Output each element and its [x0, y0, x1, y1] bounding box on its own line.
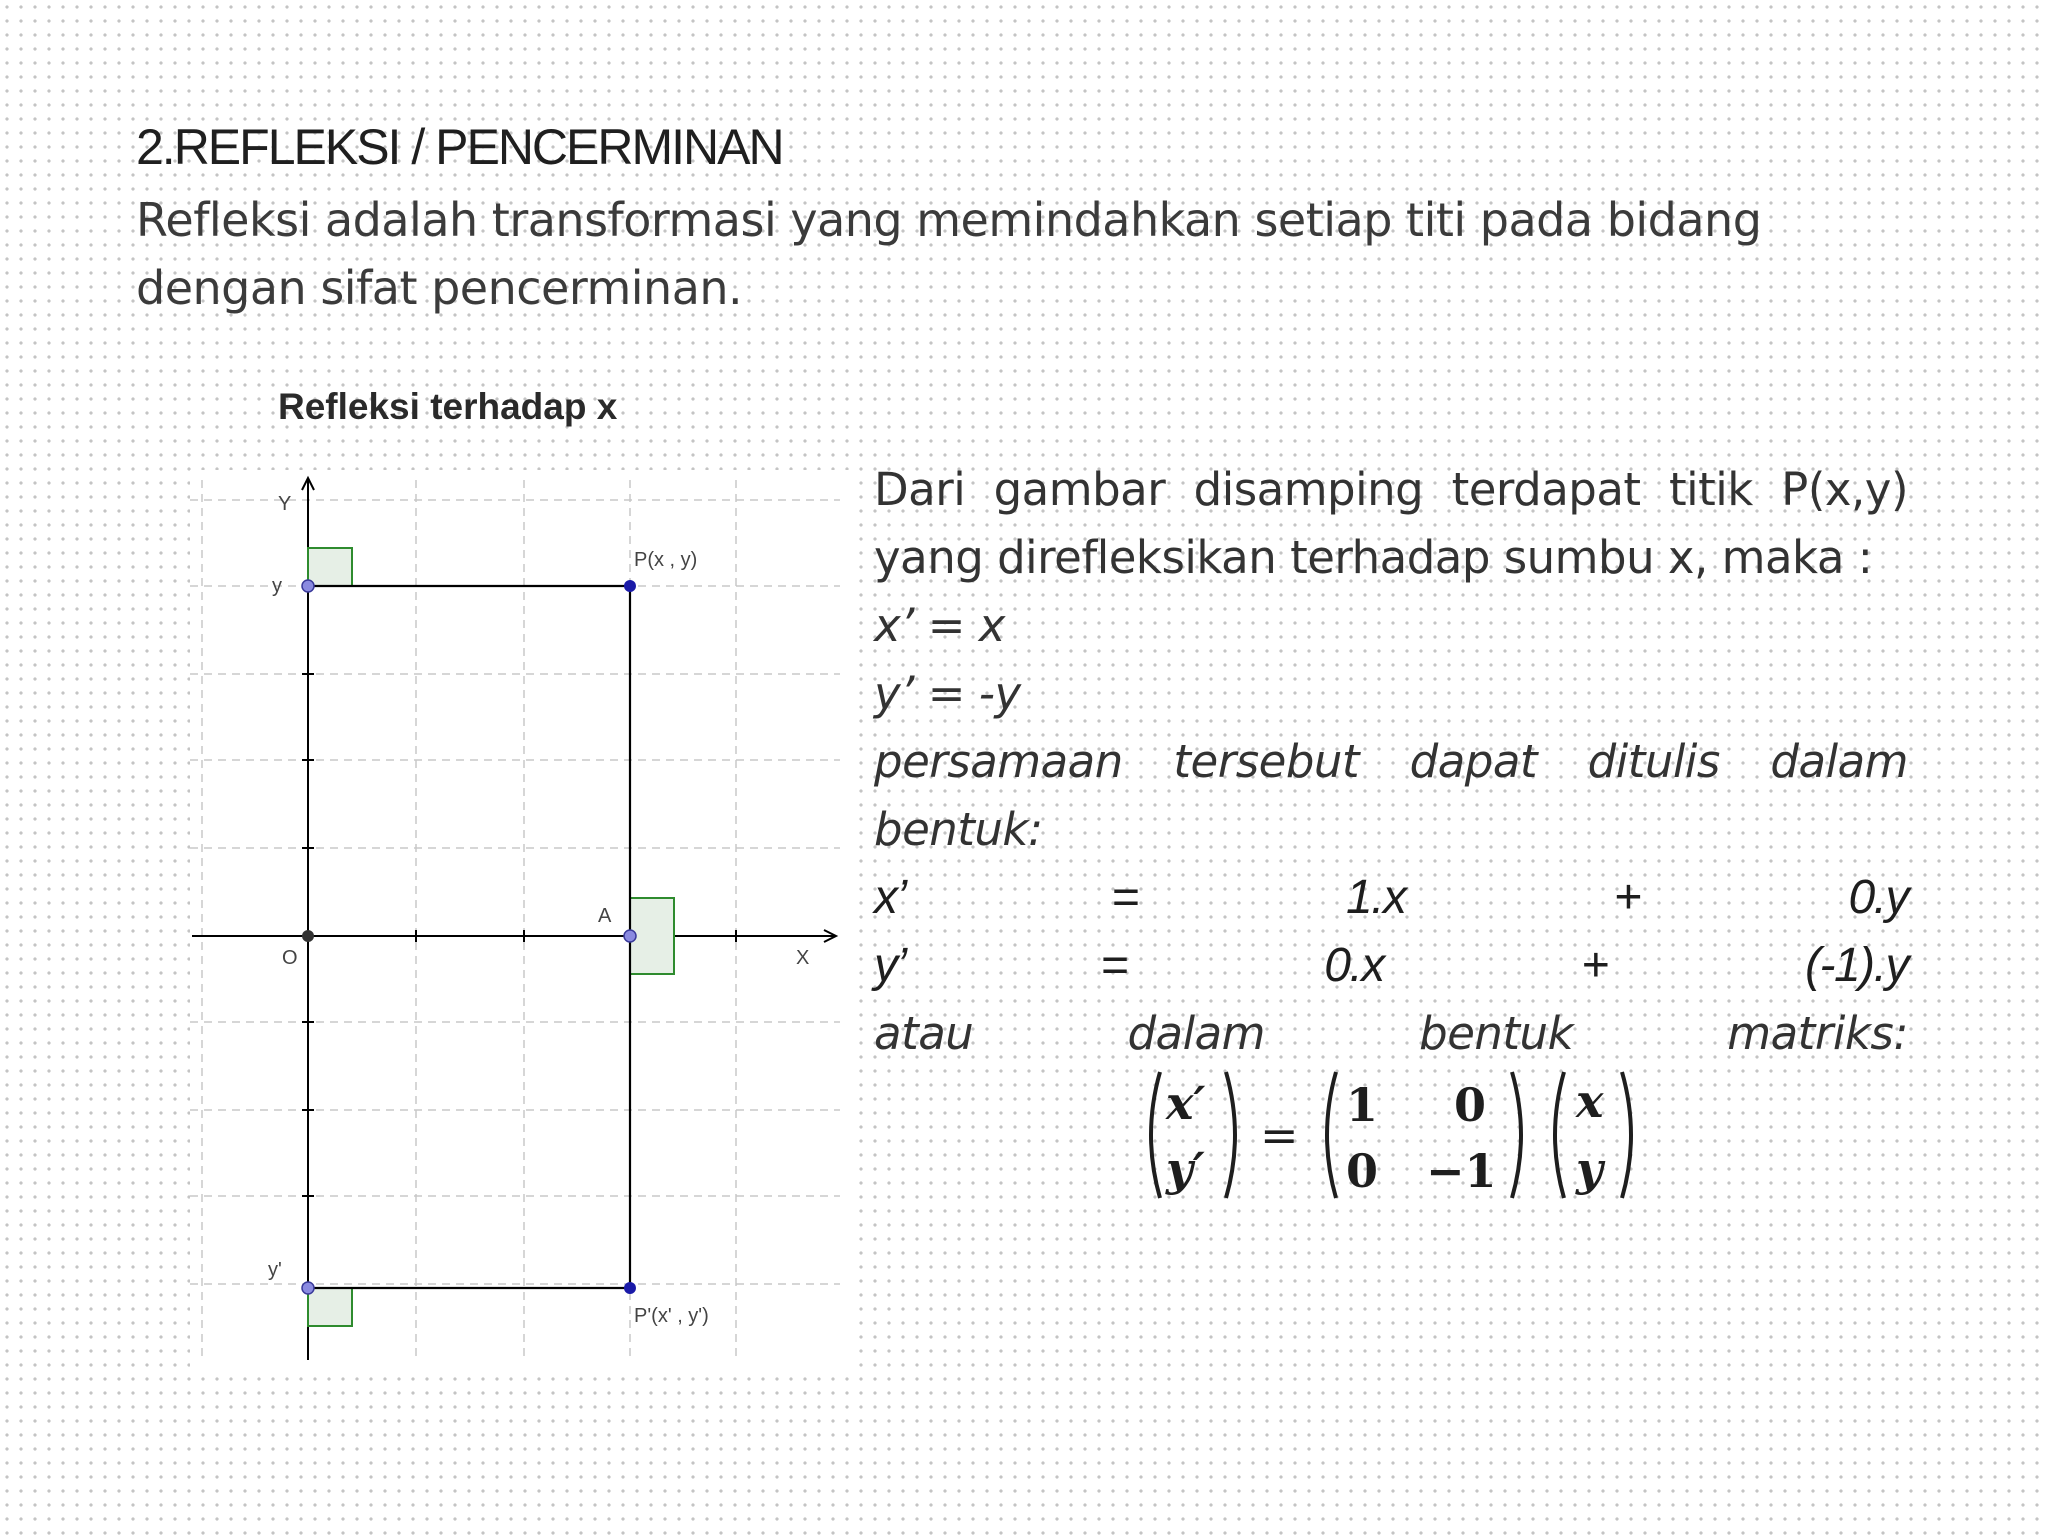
- point-y: [302, 580, 314, 592]
- equation-x-expanded: x’ = 1.x + 0.y: [874, 871, 1908, 924]
- figure-caption: Refleksi terhadap x: [278, 386, 618, 427]
- point-a: [624, 930, 636, 942]
- explanation-line-3: persamaan tersebut dapat ditulis dalam: [874, 735, 1908, 788]
- right-paren-icon: [1222, 1068, 1246, 1202]
- left-paren-icon: [1140, 1068, 1164, 1202]
- equation-y: y’ = -y: [874, 667, 1021, 720]
- explanation-line-2: yang direfleksikan terhadap sumbu x, maka :: [874, 531, 1873, 584]
- point-p: [624, 580, 636, 592]
- point-y-prime: [302, 1282, 314, 1294]
- right-paren-icon: [1508, 1068, 1532, 1202]
- axis-y-label: Y: [278, 493, 292, 515]
- explanation-line-1: Dari gambar disamping terdapat titik P(x,y): [874, 463, 1908, 516]
- reflection-diagram: [190, 470, 850, 1370]
- matrix-result-top: x′: [1166, 1076, 1206, 1130]
- origin-label: O: [282, 947, 298, 969]
- point-p-prime: [624, 1282, 636, 1294]
- matrix-m11: 1: [1346, 1078, 1379, 1132]
- y-tick-label: y: [272, 575, 282, 597]
- axis-x-label: X: [796, 947, 810, 969]
- point-p-label: P(x , y): [634, 549, 698, 571]
- grid: [190, 480, 840, 1360]
- matrix-m12: 0: [1454, 1078, 1487, 1132]
- left-paren-icon: [1316, 1068, 1340, 1202]
- matrix-m22: −1: [1426, 1144, 1497, 1198]
- right-angle-marker-top: [308, 548, 352, 586]
- explanation-line-5: atau dalam bentuk matriks:: [874, 1007, 1908, 1060]
- right-angle-marker-bottom: [308, 1288, 352, 1326]
- axes: [192, 478, 836, 1360]
- matrix-m21: 0: [1346, 1144, 1379, 1198]
- right-paren-icon: [1618, 1068, 1642, 1202]
- explanation-line-4: bentuk:: [874, 803, 1043, 856]
- point-p-prime-label: P'(x' , y'): [634, 1305, 709, 1327]
- y-prime-tick-label: y': [268, 1259, 282, 1281]
- matrix-vector-top: x: [1576, 1074, 1604, 1128]
- slide-title: 2.REFLEKSI / PENCERMINAN: [136, 119, 783, 175]
- matrix-result-bottom: y′: [1166, 1142, 1205, 1196]
- matrix-equation: [1134, 1068, 1654, 1208]
- reflection-figure: [190, 470, 850, 1370]
- matrix-equals: =: [1260, 1108, 1299, 1162]
- equation-x: x’ = x: [874, 599, 1005, 652]
- matrix-vector-bottom: y: [1576, 1142, 1603, 1196]
- slide-intro: Refleksi adalah transformasi yang memindahkan setiap titi pada bidang dengan sifat pencerminan.: [136, 193, 1762, 315]
- explanation: [874, 456, 1908, 1068]
- point-origin: [302, 930, 314, 942]
- equation-y-expanded: y’ = 0.x + (-1).y: [874, 939, 1908, 992]
- point-a-label: A: [598, 905, 612, 927]
- left-paren-icon: [1544, 1068, 1568, 1202]
- axis-ticks: [302, 586, 736, 1196]
